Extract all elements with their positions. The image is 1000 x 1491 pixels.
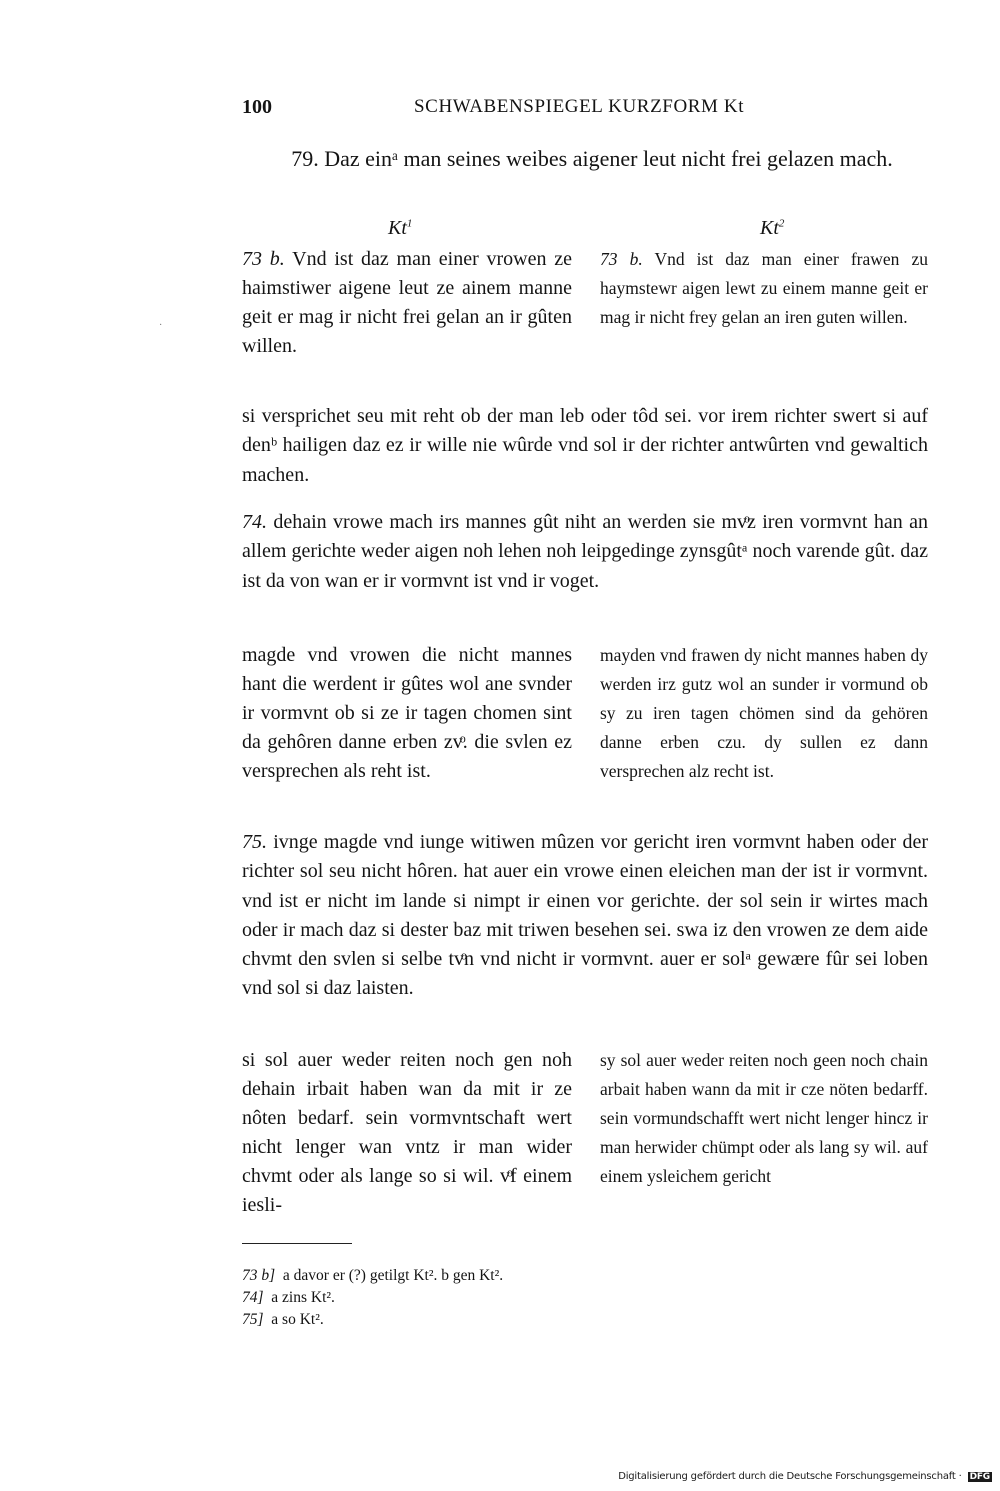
kt2-text-73b: 73 b. Vnd ist daz man einer frawen zu haymstewr aigen lewt zu einem manne geit er mag ir nicht frey gelan an iren guten willen. (600, 249, 929, 327)
kt2-text-74: mayden vnd frawen dy nicht mannes haben dy werden irz gutz wol an sunder ir vormund ob sy zu iren tagen chömen sind da gehören danne erben czu. dy sullen ez dann versprechen alz recht ist. (600, 645, 928, 781)
paragraph-73b-continued: si versprichet seu mit reht ob der man leb oder tôd sei. vor irem richter swert si auf denᵇ hailigen daz ez ir wille nie wûrde vnd sol ir der richter antwûrten vnd gewaltich machen. (242, 405, 928, 486)
running-title: SCHWABENSPIEGEL KURZFORM Kt (414, 96, 745, 117)
margin-mark: · (159, 320, 163, 331)
paragraph-74: 74. dehain vrowe mach irs mannes gût niht an werden sie mvͦz iren vormvnt han an allem gerichte weder aigen noh lehen noh leipgedinge zynsgûtᵃ noch varende gût. daz ist da von wan er ir vormvnt ist vnd ir voget. (242, 511, 928, 592)
kt1-text-74: magde vnd vrowen die nicht mannes hant die werdent ir gûtes wol ane svnder ir vormvnt ob si ze ir tagen chomen sint da gehôren danne erben zvͦ. die svlen ez versprechen als reht ist. (242, 644, 572, 782)
footnote: 73 b] a davor er (?) getilgt Kt². b gen Kt². (242, 1267, 504, 1284)
page-number: 100 (242, 96, 272, 118)
page-header (242, 96, 928, 126)
footnote: 74] a zins Kt². (242, 1289, 335, 1306)
column-head-right: Kt$^2$ (760, 217, 785, 239)
paragraph-75: 75. ivnge magde vnd iunge witiwen mûzen vor gericht iren vormvnt haben oder der richter sol seu nicht hôren. hat auer ein vrowe einen eleichen man der ist ir vormvnt. vnd ist er nicht im lande si nimpt ir einen vor gerichte. der sol sein ir wirtes mach oder ir mach daz si dester baz mit triwen besehen sei. swa iz den vrowen ze dem aide chvmt den svlen si selbe tvͦn vnd nicht ir vormvnt. auer er solᵃ gewære fûr sei loben vnd sol si daz laisten. (242, 831, 928, 1000)
footnotes (242, 1265, 742, 1331)
dfg-logo: DFG (969, 1472, 990, 1482)
kt1-text-73b: 73 b. Vnd ist daz man einer vrowen ze haimstiwer aigene leut ze ainem manne geit er mag ir nicht frei gelan an ir gûten willen. (242, 248, 572, 357)
kt2-text-75: sy sol auer weder reiten noch geen noch chain arbait haben wann da mit ir cze nöten bedarff. sein vormundschafft wert nicht lenger hincz ir man herwider chümpt oder als lang sy wil. auf einem ysleichem gericht (600, 1050, 928, 1186)
footnote-rule (242, 1243, 352, 1244)
digitization-credit: Digitalisierung gefördert durch die Deutsche Forschungsgemeinschaft · DFG (618, 1471, 990, 1482)
kt1-text-75: si sol auer weder reiten noch gen noh dehain irbait haben wan da mit ir ze nôten bedarf. sein vormvntschaft wert nicht lenger wan vntz ir man wider chvmt oder als lange so si wil. vͦf einem iesli- (242, 1049, 572, 1216)
section-title: 79. Daz einᵃ man seines weibes aigener leut nicht frei gelazen mach. (291, 146, 893, 171)
column-head-left: Kt$^1$ (388, 217, 413, 239)
footnote: 75] a so Kt². (242, 1311, 324, 1328)
